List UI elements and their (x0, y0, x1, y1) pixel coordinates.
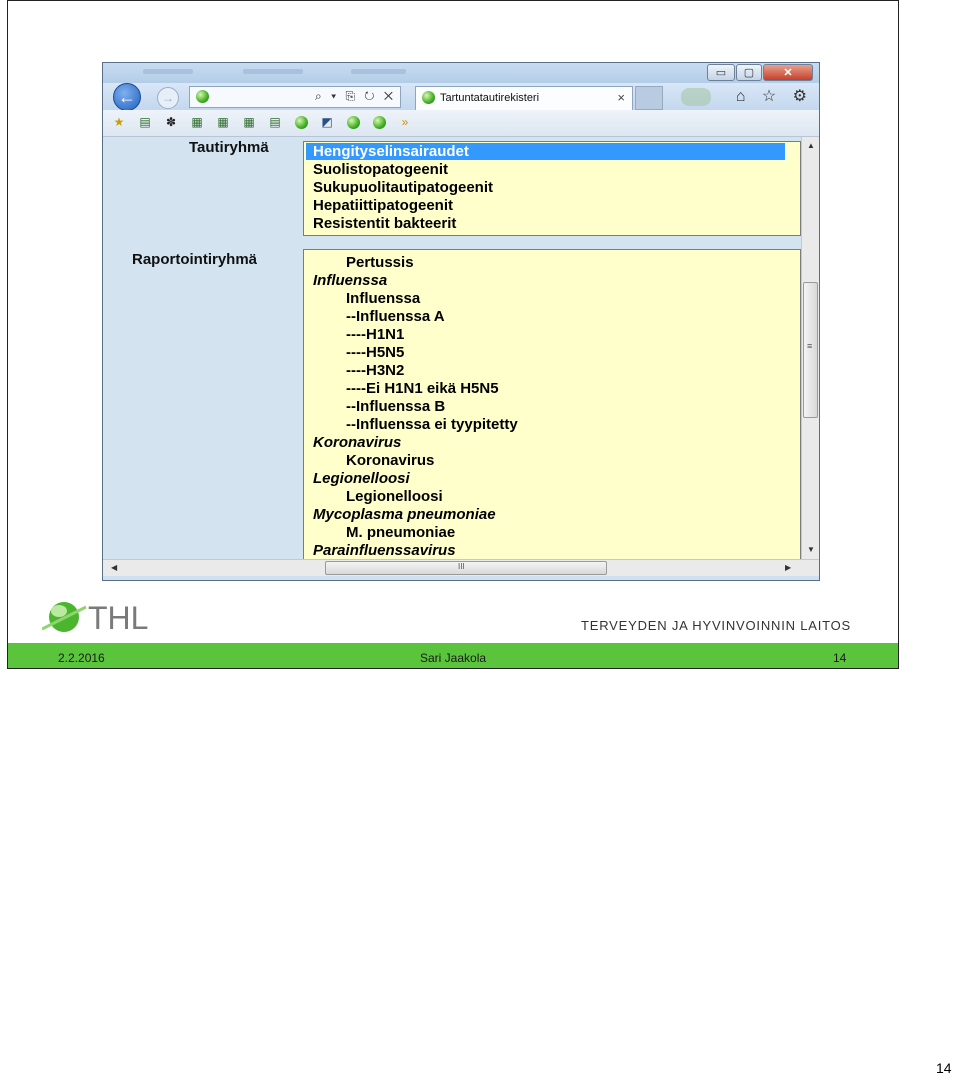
title-bar (103, 63, 819, 83)
tab-close-icon[interactable]: × (617, 90, 625, 105)
raportointi-group-label: Legionelloosi (313, 470, 410, 487)
scroll-left-icon[interactable]: ◀ (111, 563, 118, 572)
tautiryhma-option[interactable]: Sukupuolitautipatogeenit (313, 179, 493, 196)
raportointi-option[interactable]: --Influenssa B (346, 398, 446, 415)
raportointiryhma-label: Raportointiryhmä (132, 251, 258, 268)
raportointi-group-label: Mycoplasma pneumoniae (313, 506, 496, 523)
tautiryhma-option[interactable]: Hepatiittipatogeenit (313, 197, 454, 214)
page-content (103, 137, 820, 559)
more-chevron-icon[interactable]: » (401, 115, 409, 129)
raportointi-group-label: Koronavirus (313, 434, 402, 451)
tautiryhma-listbox[interactable] (303, 141, 801, 236)
raportointi-option[interactable]: ----H3N2 (346, 362, 405, 379)
ie-page-icon[interactable]: ▤ (269, 115, 281, 129)
thl-logo-icon (42, 597, 192, 637)
raportointi-group-label: Parainfluenssavirus (313, 542, 456, 559)
ie-page-icon[interactable]: ▤ (139, 115, 151, 129)
browser-menu-icons[interactable]: ⌂ ☆ ⚙ (735, 88, 813, 105)
title-text-blur (243, 69, 303, 74)
bookmark-icon[interactable]: ▦ (243, 115, 255, 129)
tab-tartuntatautirekisteri[interactable] (415, 86, 633, 110)
tautiryhma-option[interactable]: Resistentit bakteerit (313, 215, 457, 232)
raportointiryhma-listbox[interactable] (303, 249, 801, 561)
footer-date: 2.2.2016 (58, 651, 105, 665)
raportointi-option[interactable]: ----H5N5 (346, 344, 405, 361)
address-bar[interactable] (189, 86, 401, 108)
title-text-blur (351, 69, 406, 74)
scroll-down-icon[interactable]: ▼ (807, 545, 815, 554)
bookmark-icon[interactable]: ▦ (191, 115, 203, 129)
horizontal-scroll-thumb[interactable] (325, 561, 607, 575)
new-tab-button[interactable] (635, 86, 663, 110)
footer-author: Sari Jaakola (420, 651, 487, 665)
organization-name: TERVEYDEN JA HYVINVOINNIN LAITOS (581, 618, 852, 633)
scroll-up-icon[interactable]: ▲ (807, 141, 815, 150)
tautiryhma-option[interactable]: Hengityselinsairaudet (306, 143, 785, 160)
browser-window (102, 62, 820, 581)
logo-text: THL (88, 600, 149, 636)
tab-title: Tartuntatautirekisteri (440, 92, 540, 104)
raportointi-option[interactable]: ----Ei H1N1 eikä H5N5 (346, 380, 499, 397)
raportointi-option[interactable]: --Influenssa A (346, 308, 445, 325)
raportointi-option[interactable]: Influenssa (346, 290, 421, 307)
globe-icon[interactable] (371, 115, 387, 130)
vertical-scrollbar[interactable] (801, 137, 819, 559)
bookmark-icon[interactable]: ▦ (217, 115, 229, 129)
window-icon[interactable]: ◩ (321, 115, 333, 129)
scroll-right-icon[interactable]: ▶ (785, 563, 792, 572)
maximize-button[interactable]: ▢ (736, 64, 762, 81)
slide-footer (8, 643, 898, 668)
back-button[interactable]: ← (113, 83, 141, 111)
favorites-toolbar (103, 110, 819, 137)
favorites-star-icon[interactable]: ★ (113, 115, 125, 129)
site-favicon-icon (196, 90, 209, 103)
globe-icon[interactable] (345, 115, 361, 130)
raportointi-option[interactable]: --Influenssa ei tyypitetty (346, 416, 518, 433)
address-actions-icons[interactable]: ⌕ ▾ ⎘ ↻ ✕ (315, 89, 396, 103)
tautiryhma-option[interactable]: Suolistopatogeenit (313, 161, 448, 178)
raportointi-group-label: Influenssa (313, 272, 388, 289)
raportointi-option[interactable]: Pertussis (346, 254, 414, 271)
tautiryhma-label: Tautiryhmä (189, 139, 269, 156)
footer-slide-number: 14 (833, 651, 847, 665)
tab-favicon-icon (422, 91, 435, 104)
raportointi-option[interactable]: M. pneumoniae (346, 524, 456, 541)
navigation-bar (103, 83, 819, 110)
minimize-button[interactable]: ▭ (707, 64, 735, 81)
slide (7, 0, 899, 669)
raportointi-option[interactable]: ----H1N1 (346, 326, 405, 343)
feed-icon[interactable]: ✽ (165, 115, 177, 129)
page-number: 14 (936, 1060, 952, 1076)
forward-button[interactable]: → (157, 87, 179, 109)
close-window-button[interactable]: ✕ (763, 64, 813, 81)
scroll-grip-icon: ≡ (807, 341, 813, 351)
vertical-scroll-thumb[interactable] (803, 282, 818, 418)
title-text-blur (143, 69, 193, 74)
extension-icon (681, 88, 711, 106)
scroll-grip-icon: III (458, 562, 465, 571)
raportointi-option[interactable]: Legionelloosi (346, 488, 443, 505)
globe-icon[interactable] (293, 115, 309, 130)
thl-logo (42, 597, 192, 637)
raportointi-option[interactable]: Koronavirus (346, 452, 435, 469)
horizontal-scrollbar[interactable] (103, 559, 820, 576)
